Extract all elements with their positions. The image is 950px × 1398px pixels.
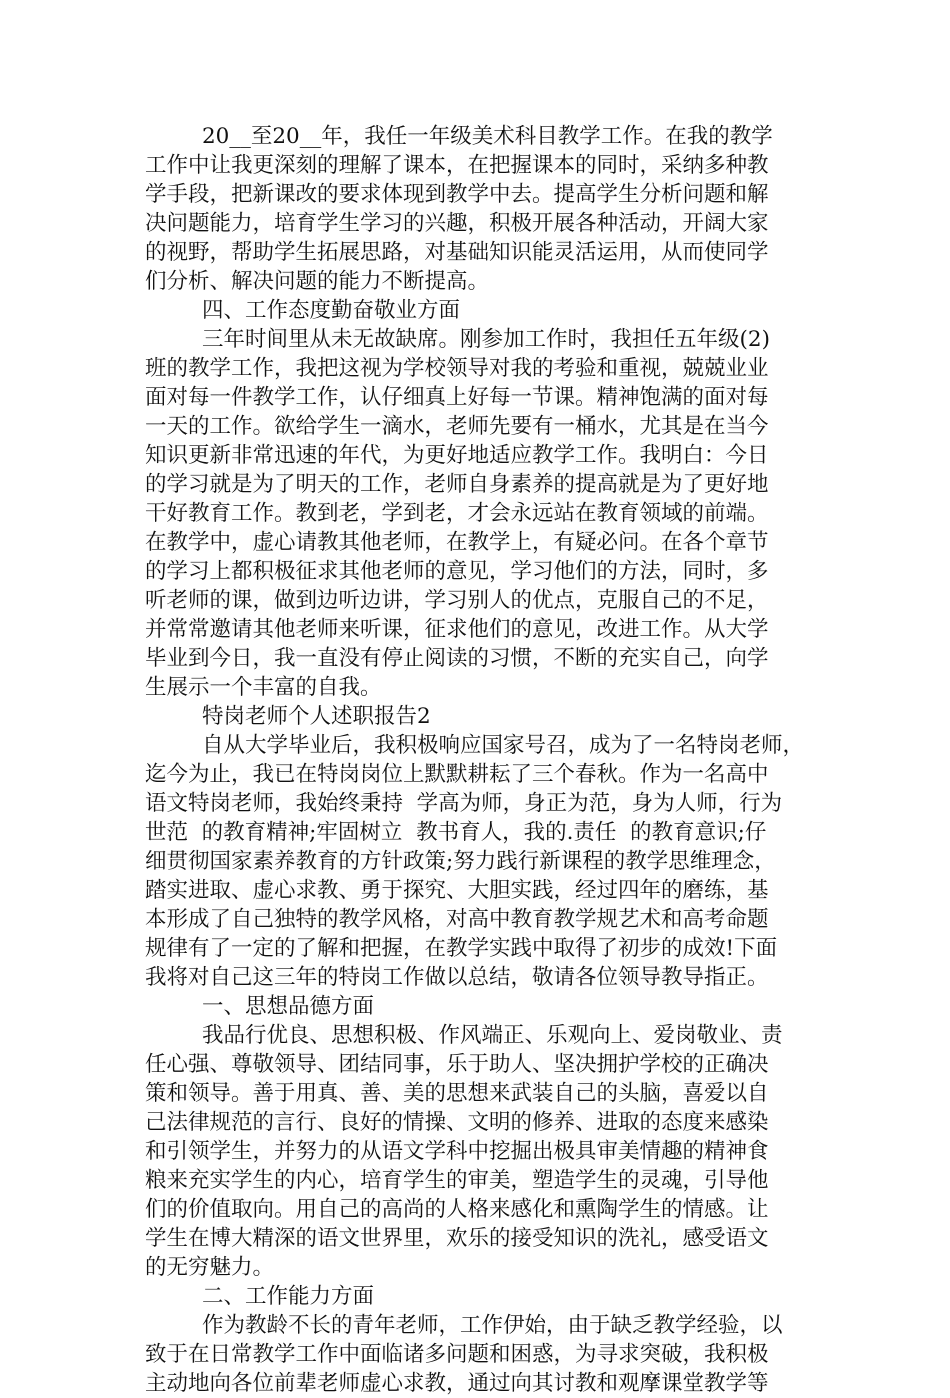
text-line: 己法律规范的言行、良好的情操、文明的修养、进取的态度来感染: [145, 1110, 769, 1135]
text-line: 二、工作能力方面: [202, 1284, 375, 1309]
text-line: 们的价值取向。用自己的高尚的人格来感化和熏陶学生的情感。让: [145, 1197, 769, 1222]
text-line: 迄今为止，我已在特岗岗位上默默耕耘了三个春秋。作为一名高中: [145, 762, 769, 787]
text-line: 决问题能力，培育学生学习的兴趣，积极开展各种活动，开阔大家: [145, 211, 769, 236]
text-line: 我将对自己这三年的特岗工作做以总结，敬请各位领导教导指正。: [145, 965, 769, 990]
text-line: 和引领学生，并努力的从语文学科中挖掘出极具审美情趣的精神食: [145, 1139, 769, 1164]
text-line: 三年时间里从未无故缺席。刚参加工作时，我担任五年级(2): [202, 327, 770, 352]
text-line: 工作中让我更深刻的理解了课本，在把握课本的同时，采纳多种教: [145, 153, 769, 178]
text-line: 四、工作态度勤奋敬业方面: [202, 298, 461, 323]
text-line: 毕业到今日，我一直没有停止阅读的习惯，不断的充实自己，向学: [145, 646, 769, 671]
text-line: 致于在日常教学工作中面临诸多问题和困惑，为寻求突破，我积极: [145, 1342, 769, 1367]
text-line: 作为教龄不长的青年老师，工作伊始，由于缺乏教学经验，以: [202, 1313, 783, 1338]
text-line: 本形成了自己独特的教学风格，对高中教育教学规艺术和高考命题: [145, 907, 769, 932]
text-line: 规律有了一定的了解和把握，在教学实践中取得了初步的成效!下面: [145, 936, 778, 961]
text-line: 策和领导。善于用真、善、美的思想来武装自己的头脑，喜爱以自: [145, 1081, 769, 1106]
text-line: 任心强、尊敬领导、团结同事，乐于助人、坚决拥护学校的正确决: [145, 1052, 769, 1077]
text-line: 的学习就是为了明天的工作，老师自身素养的提高就是为了更好地: [145, 472, 769, 497]
text-line: 听老师的课，做到边听边讲，学习别人的优点，克服自己的不足，: [145, 588, 769, 613]
text-line: 的视野，帮助学生拓展思路，对基础知识能灵活运用，从而使同学: [145, 240, 769, 265]
text-line: 一、思想品德方面: [202, 994, 375, 1019]
text-line: 一天的工作。欲给学生一滴水，老师先要有一桶水，尤其是在当今: [145, 414, 769, 439]
text-line: 们分析、解决问题的能力不断提高。: [145, 269, 490, 294]
text-line: 并常常邀请其他老师来听课，征求他们的意见，改进工作。从大学: [145, 617, 769, 642]
text-line: 学生在博大精深的语文世界里，欢乐的接受知识的洗礼，感受语文: [145, 1226, 769, 1251]
document-body: [145, 122, 810, 1398]
text-line: 班的教学工作，我把这视为学校领导对我的考验和重视，兢兢业业: [145, 356, 769, 381]
text-line: 语文特岗老师，我始终秉持 学高为师，身正为范，身为人师，行为: [145, 791, 783, 816]
text-line: 知识更新非常迅速的年代，为更好地适应教学工作。我明白：今日: [145, 443, 769, 468]
text-line: 在教学中，虚心请教其他老师，在教学上，有疑必问。在各个章节: [145, 530, 769, 555]
text-line: 世范 的教育精神;牢固树立 教书育人，我的.责任 的教育意识;仔: [145, 820, 767, 845]
text-line: 踏实进取、虚心求教、勇于探究、大胆实践，经过四年的磨练，基: [145, 878, 769, 903]
text-line: 主动地向各位前辈老师虚心求教，通过向其讨教和观摩课堂教学等: [145, 1371, 769, 1396]
text-line: 面对每一件教学工作，认仔细真上好每一节课。精神饱满的面对每: [145, 385, 769, 410]
text-line: 细贯彻国家素养教育的方针政策;努力践行新课程的教学思维理念，: [145, 849, 776, 874]
text-line: 我品行优良、思想积极、作风端正、乐观向上、爱岗敬业、责: [202, 1023, 783, 1048]
text-line: 的无穷魅力。: [145, 1255, 275, 1280]
text-line: 学手段，把新课改的要求体现到教学中去。提高学生分析问题和解: [145, 182, 769, 207]
text-line: 干好教育工作。教到老，学到老，才会永远站在教育领域的前端。: [145, 501, 769, 526]
text-line: 自从大学毕业后，我积极响应国家号召，成为了一名特岗老师，: [202, 733, 805, 758]
text-line: 生展示一个丰富的自我。: [145, 675, 382, 700]
text-line: 20__至20__年，我任一年级美术科目教学工作。在我的教学: [202, 124, 773, 149]
text-line: 的学习上都积极征求其他老师的意见，学习他们的方法，同时，多: [145, 559, 769, 584]
text-line: 粮来充实学生的内心，培育学生的审美，塑造学生的灵魂，引导他: [145, 1168, 769, 1193]
text-line: 特岗老师个人述职报告2: [202, 704, 431, 729]
